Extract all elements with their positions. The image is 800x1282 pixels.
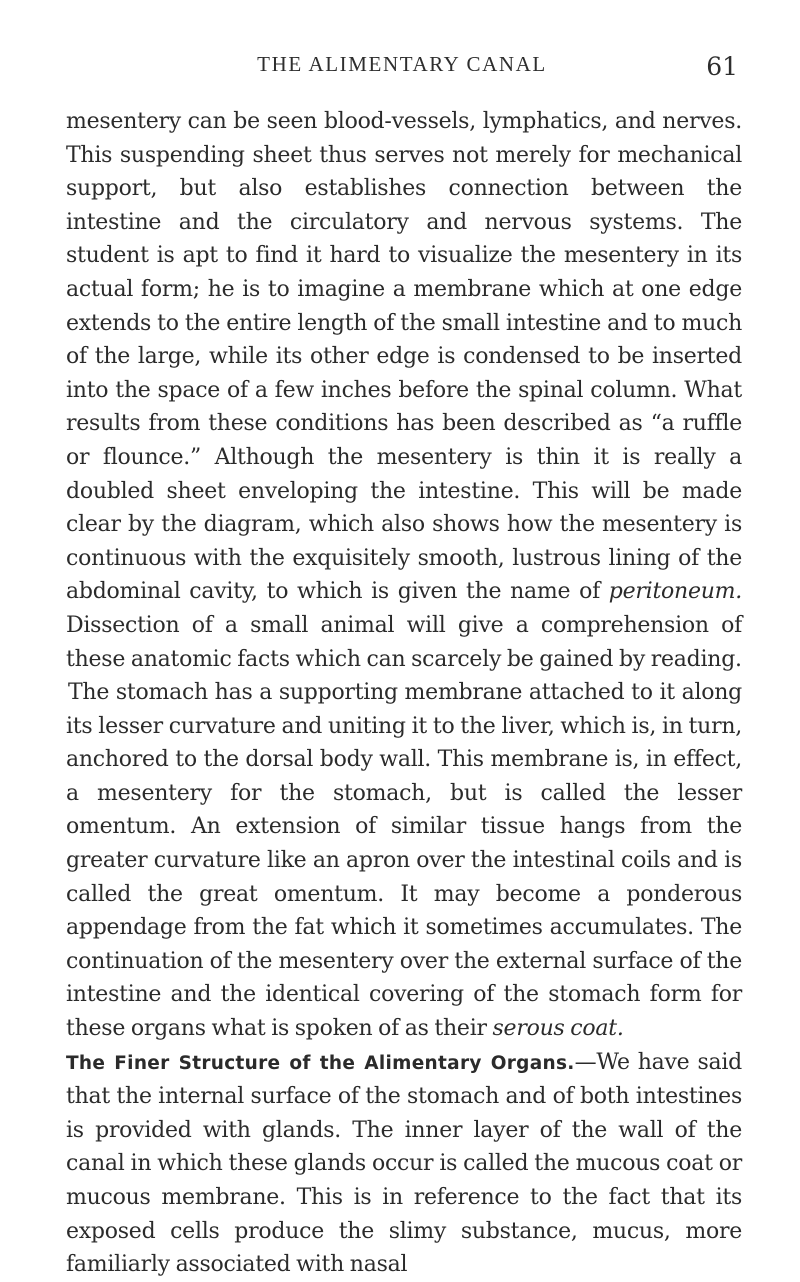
paragraph-mesentery	[66, 105, 742, 676]
running-head	[66, 52, 738, 88]
page-number: 61	[706, 52, 738, 81]
italic-term-peritoneum: peritoneum.	[608, 579, 742, 605]
section-heading: The Finer Structure of the Alimentary Organs.	[66, 1052, 575, 1074]
body-text	[66, 105, 742, 1282]
paragraph-text: mesentery can be seen blood-vessels, lymphatics, and nerves. This suspending sheet thus serves not merely for mechanical support, but also establishes connection between the intestine and the circulatory and nervous systems. The student is apt to find it hard to visualize the mesentery in its actual form; he is to imagine a membrane which at one edge extends to the entire length of the small intestine and to much of the large, while its other edge is condensed to be inserted into the space of a few inches before the spinal column. What results from these conditions has been described as “a ruffle or flounce.” Although the mesentery is thin it is really a doubled sheet enveloping the intestine. This will be made clear by the diagram, which also shows how the mesentery is continuous with the exquisitely smooth, lustrous lining of the abdominal cavity, to which is given the name of	[66, 109, 742, 605]
paragraph-text: The stomach has a supporting membrane attached to it along its lesser curvature and uniting it to the liver, which is, in turn, anchored to the dorsal body wall. This membrane is, in effect, a mesentery for the stomach, but is called the lesser omentum. An extension of similar tissue hangs from the greater curvature like an apron over the intestinal coils and is called the great omentum. It may become a ponderous appendage from the fat which it sometimes accumulates. The continuation of the mesentery over the external surface of the intestine and the identical covering of the stomach form for these organs what is spoken of as their	[66, 680, 742, 1042]
paragraph-stomach-membrane	[66, 676, 742, 1046]
paragraph-text: —We have said that the internal surface of the stomach and of both intestines is provided with glands. The inner layer of the wall of the canal in which these glands occur is called the mucous coat or mucous membrane. This is in reference to the fact that its exposed cells produce the slimy substance, mucus, more familiarly associated with nasal	[66, 1049, 742, 1278]
italic-term-serous-coat: serous coat.	[492, 1016, 624, 1042]
paragraph-finer-structure	[66, 1046, 742, 1282]
paragraph-text: Dissection of a small animal will give a comprehension of these anatomic facts which can scarcely be gained by reading.	[66, 612, 742, 672]
running-title: THE ALIMENTARY CANAL	[257, 52, 547, 76]
